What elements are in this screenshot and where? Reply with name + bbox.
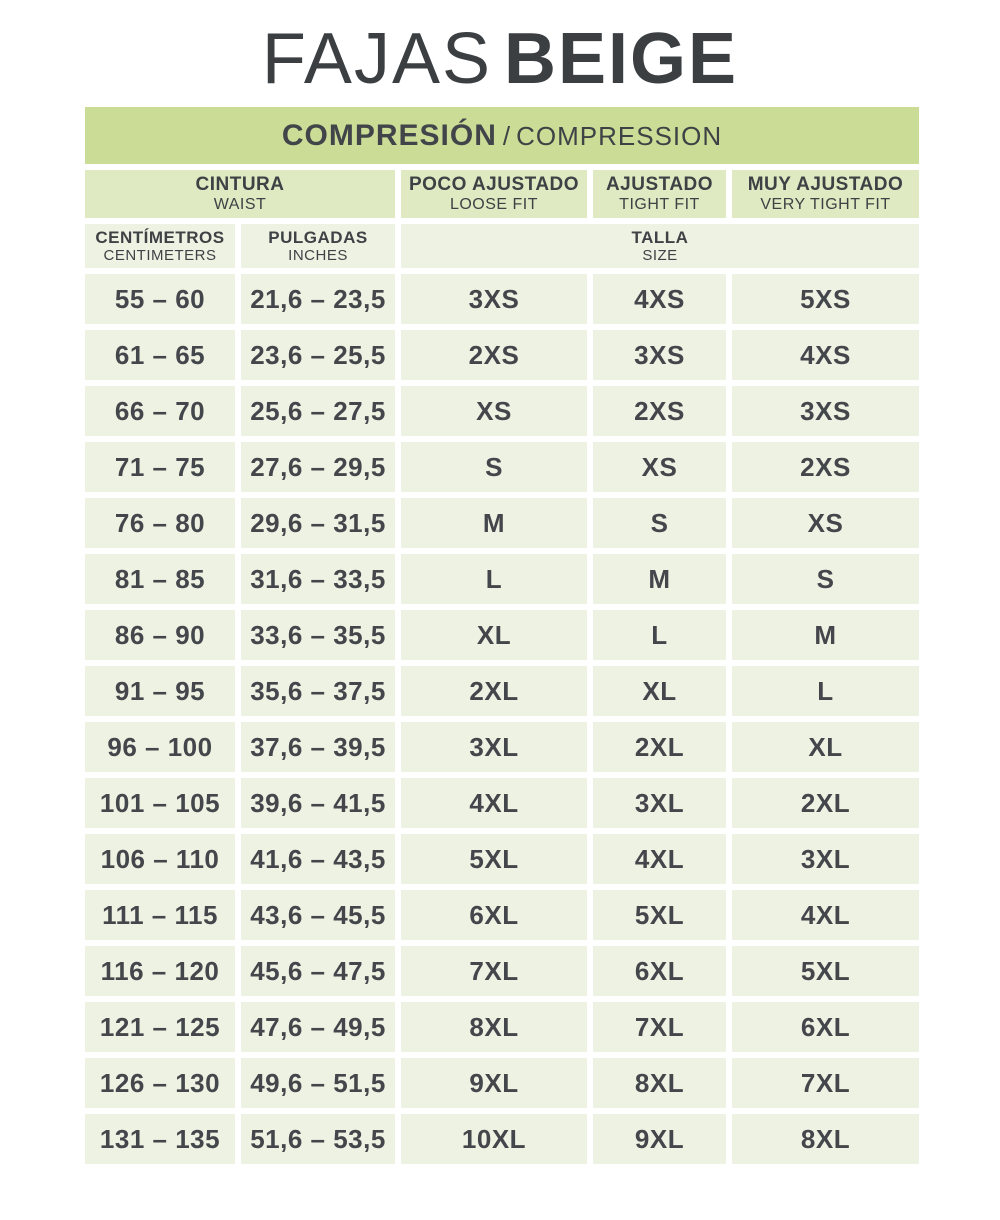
cell-tight-fit-size: 9XL (593, 1114, 726, 1164)
subheader-inches-es: PULGADAS (268, 228, 368, 248)
cell-loose-fit-size: 3XL (401, 722, 587, 772)
cell-loose-fit-size: XS (401, 386, 587, 436)
header-cintura (85, 170, 395, 218)
cell-tight-fit-size: 2XS (593, 386, 726, 436)
cell-loose-fit-size: 4XL (401, 778, 587, 828)
table-row (85, 274, 919, 324)
cell-centimeters: 55 – 60 (85, 274, 235, 324)
cell-very-tight-fit-size: 3XL (732, 834, 919, 884)
header-group-row (85, 170, 919, 218)
cell-very-tight-fit-size: 4XS (732, 330, 919, 380)
table-row (85, 330, 919, 380)
table-row (85, 554, 919, 604)
cell-inches: 33,6 – 35,5 (241, 610, 395, 660)
cell-loose-fit-size: 2XS (401, 330, 587, 380)
cell-tight-fit-size: L (593, 610, 726, 660)
title-word-beige: BEIGE (504, 19, 739, 99)
cell-loose-fit-size: 2XL (401, 666, 587, 716)
header-very-tight-fit-en: VERY TIGHT FIT (760, 196, 891, 214)
cell-loose-fit-size: S (401, 442, 587, 492)
cell-tight-fit-size: XL (593, 666, 726, 716)
table-row (85, 1058, 919, 1108)
cell-tight-fit-size: S (593, 498, 726, 548)
cell-very-tight-fit-size: 7XL (732, 1058, 919, 1108)
cell-tight-fit-size: 3XL (593, 778, 726, 828)
cell-very-tight-fit-size: S (732, 554, 919, 604)
cell-centimeters: 106 – 110 (85, 834, 235, 884)
cell-very-tight-fit-size: 5XL (732, 946, 919, 996)
table-row (85, 778, 919, 828)
cell-inches: 45,6 – 47,5 (241, 946, 395, 996)
cell-centimeters: 101 – 105 (85, 778, 235, 828)
cell-very-tight-fit-size: XS (732, 498, 919, 548)
cell-loose-fit-size: 9XL (401, 1058, 587, 1108)
header-cintura-es: CINTURA (195, 174, 285, 196)
cell-inches: 21,6 – 23,5 (241, 274, 395, 324)
header-loose-fit (401, 170, 587, 218)
cell-loose-fit-size: L (401, 554, 587, 604)
cell-tight-fit-size: M (593, 554, 726, 604)
cell-inches: 23,6 – 25,5 (241, 330, 395, 380)
cell-centimeters: 116 – 120 (85, 946, 235, 996)
cell-centimeters: 86 – 90 (85, 610, 235, 660)
banner-label-en: COMPRESSION (516, 120, 723, 151)
cell-inches: 37,6 – 39,5 (241, 722, 395, 772)
cell-inches: 27,6 – 29,5 (241, 442, 395, 492)
cell-very-tight-fit-size: 6XL (732, 1002, 919, 1052)
compression-banner (85, 107, 919, 164)
cell-loose-fit-size: 8XL (401, 1002, 587, 1052)
cell-loose-fit-size: 5XL (401, 834, 587, 884)
cell-centimeters: 81 – 85 (85, 554, 235, 604)
cell-centimeters: 126 – 130 (85, 1058, 235, 1108)
subheader-size-es: TALLA (631, 228, 689, 248)
header-tight-fit-en: TIGHT FIT (619, 196, 700, 214)
cell-very-tight-fit-size: 2XL (732, 778, 919, 828)
cell-tight-fit-size: 6XL (593, 946, 726, 996)
cell-centimeters: 111 – 115 (85, 890, 235, 940)
table-row (85, 666, 919, 716)
cell-very-tight-fit-size: 4XL (732, 890, 919, 940)
cell-inches: 39,6 – 41,5 (241, 778, 395, 828)
cell-tight-fit-size: 2XL (593, 722, 726, 772)
subheader-centimeters (85, 224, 235, 268)
page-title (0, 20, 1000, 99)
table-row (85, 1002, 919, 1052)
table-row (85, 722, 919, 772)
cell-loose-fit-size: XL (401, 610, 587, 660)
table-row (85, 610, 919, 660)
cell-loose-fit-size: 3XS (401, 274, 587, 324)
subheader-size (401, 224, 919, 268)
cell-tight-fit-size: 4XS (593, 274, 726, 324)
cell-centimeters: 121 – 125 (85, 1002, 235, 1052)
cell-inches: 35,6 – 37,5 (241, 666, 395, 716)
header-tight-fit-es: AJUSTADO (605, 174, 714, 196)
compression-size-table (79, 101, 925, 1170)
cell-inches: 43,6 – 45,5 (241, 890, 395, 940)
cell-centimeters: 91 – 95 (85, 666, 235, 716)
header-loose-fit-es: POCO AJUSTADO (408, 174, 580, 196)
table-row (85, 890, 919, 940)
table-row (85, 442, 919, 492)
table-row (85, 946, 919, 996)
cell-inches: 31,6 – 33,5 (241, 554, 395, 604)
subheader-inches (241, 224, 395, 268)
cell-tight-fit-size: 3XS (593, 330, 726, 380)
table-row (85, 386, 919, 436)
header-tight-fit (593, 170, 726, 218)
header-cintura-en: WAIST (213, 196, 267, 214)
cell-very-tight-fit-size: XL (732, 722, 919, 772)
cell-loose-fit-size: 7XL (401, 946, 587, 996)
cell-tight-fit-size: 5XL (593, 890, 726, 940)
cell-inches: 49,6 – 51,5 (241, 1058, 395, 1108)
subheader-size-en: SIZE (642, 246, 678, 264)
cell-inches: 51,6 – 53,5 (241, 1114, 395, 1164)
cell-loose-fit-size: 6XL (401, 890, 587, 940)
cell-very-tight-fit-size: L (732, 666, 919, 716)
cell-very-tight-fit-size: 3XS (732, 386, 919, 436)
cell-inches: 41,6 – 43,5 (241, 834, 395, 884)
table-body (85, 107, 919, 1164)
cell-centimeters: 96 – 100 (85, 722, 235, 772)
table-row (85, 1114, 919, 1164)
cell-centimeters: 61 – 65 (85, 330, 235, 380)
cell-very-tight-fit-size: 5XS (732, 274, 919, 324)
cell-very-tight-fit-size: 8XL (732, 1114, 919, 1164)
cell-centimeters: 76 – 80 (85, 498, 235, 548)
table-row (85, 498, 919, 548)
cell-centimeters: 131 – 135 (85, 1114, 235, 1164)
subheader-centimeters-en: CENTIMETERS (103, 246, 217, 264)
cell-centimeters: 66 – 70 (85, 386, 235, 436)
header-very-tight-fit (732, 170, 919, 218)
subheader-centimeters-es: CENTÍMETROS (95, 228, 225, 248)
header-loose-fit-en: LOOSE FIT (449, 196, 539, 214)
cell-loose-fit-size: 10XL (401, 1114, 587, 1164)
banner-row (85, 107, 919, 164)
cell-inches: 47,6 – 49,5 (241, 1002, 395, 1052)
cell-tight-fit-size: 8XL (593, 1058, 726, 1108)
cell-inches: 29,6 – 31,5 (241, 498, 395, 548)
title-word-fajas: FAJAS (261, 19, 492, 99)
cell-loose-fit-size: M (401, 498, 587, 548)
subheader-inches-en: INCHES (288, 246, 348, 264)
cell-centimeters: 71 – 75 (85, 442, 235, 492)
cell-tight-fit-size: 4XL (593, 834, 726, 884)
table-row (85, 834, 919, 884)
cell-tight-fit-size: XS (593, 442, 726, 492)
header-very-tight-fit-es: MUY AJUSTADO (747, 174, 904, 196)
cell-very-tight-fit-size: 2XS (732, 442, 919, 492)
subheader-row (85, 224, 919, 268)
cell-tight-fit-size: 7XL (593, 1002, 726, 1052)
cell-inches: 25,6 – 27,5 (241, 386, 395, 436)
banner-label-es: COMPRESIÓN (281, 118, 497, 152)
banner-separator: / (502, 120, 511, 151)
cell-very-tight-fit-size: M (732, 610, 919, 660)
